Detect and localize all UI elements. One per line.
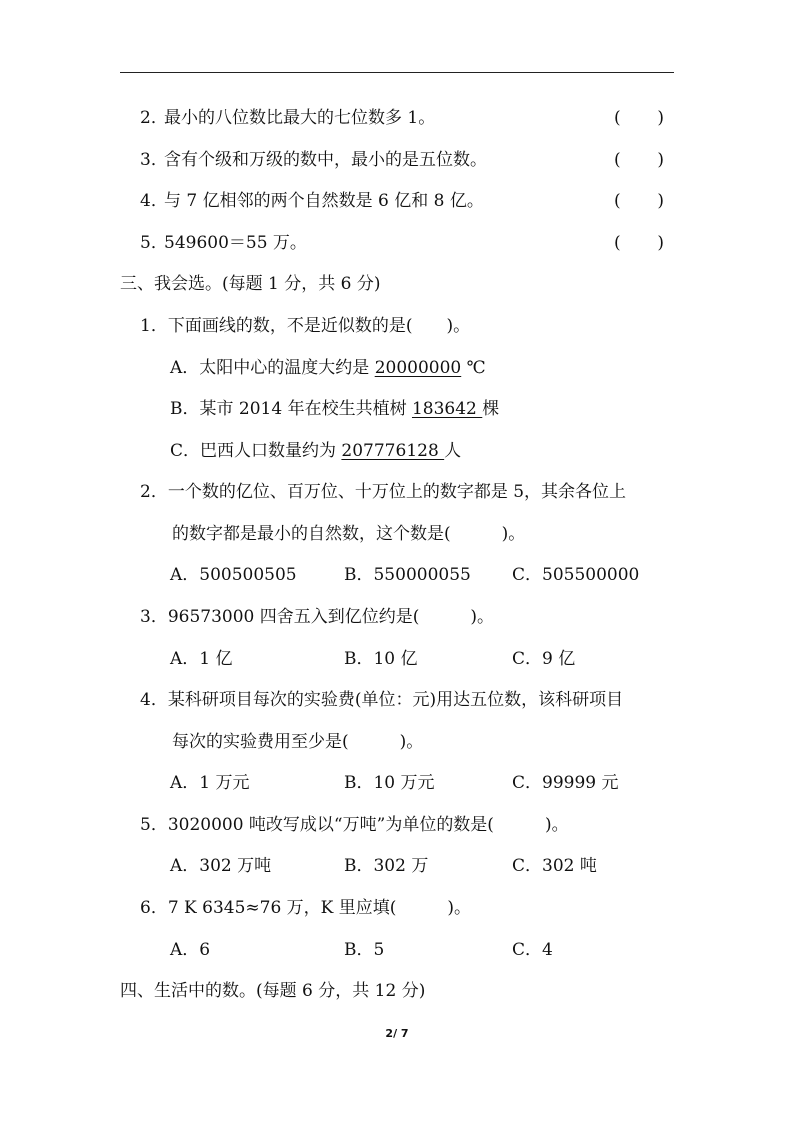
question-stem: 6．7 K 6345≈76 万，K 里应填( )。 — [140, 898, 472, 918]
option-a: A．6 — [170, 940, 211, 960]
page-number: 2/ 7 — [385, 1027, 409, 1040]
paren-close: ) — [657, 191, 664, 211]
option-text: C．巴西人口数量约为 — [170, 441, 342, 461]
paren-open: ( — [614, 233, 621, 253]
question-stem-continued: 每次的实验费用至少是( )。 — [172, 732, 424, 752]
option-a: A．1 万元 — [170, 773, 250, 793]
option-a: A．500500505 — [170, 565, 297, 585]
item-number: 5． — [140, 233, 168, 253]
answer-paren — [614, 149, 664, 171]
answer-paren — [614, 232, 664, 254]
judge-item-2 — [140, 107, 435, 129]
option-unit: 棵 — [482, 399, 500, 419]
paren-open: ( — [614, 150, 621, 170]
item-text: 与 7 亿相邻的两个自然数是 6 亿和 8 亿。 — [164, 191, 484, 211]
option-a: A．302 万吨 — [170, 856, 272, 876]
option-unit: ℃ — [461, 358, 486, 378]
question-stem: 2．一个数的亿位、百万位、十万位上的数字都是 5，其余各位上 — [140, 482, 627, 502]
option-c: C．505500000 — [512, 565, 640, 585]
paren-open: ( — [614, 108, 621, 128]
item-number: 2． — [140, 108, 168, 128]
option-c — [170, 440, 461, 462]
option-a — [170, 357, 486, 379]
option-text: B．某市 2014 年在校生共植树 — [170, 399, 412, 419]
paren-close: ) — [657, 108, 664, 128]
judge-item-3 — [140, 149, 487, 171]
paren-close: ) — [657, 233, 664, 253]
option-c: C．4 — [512, 940, 553, 960]
option-c: C．302 吨 — [512, 856, 597, 876]
underlined-number: 207776128 — [341, 441, 445, 461]
section-title: 三、我会选。(每题 1 分，共 6 分) — [120, 274, 381, 294]
underlined-number: 20000000 — [374, 358, 462, 378]
option-b — [170, 398, 499, 420]
item-text: 549600＝55 万。 — [164, 233, 307, 253]
item-number: 4． — [140, 191, 168, 211]
option-b: B．5 — [344, 940, 385, 960]
question-stem: 1．下面画线的数，不是近似数的是( )。 — [140, 316, 471, 336]
paren-open: ( — [614, 191, 621, 211]
option-b: B．302 万 — [344, 856, 429, 876]
item-text: 最小的八位数比最大的七位数多 1。 — [164, 108, 436, 128]
section-title: 四、生活中的数。(每题 6 分，共 12 分) — [120, 981, 426, 1001]
option-c: C．9 亿 — [512, 649, 576, 669]
paren-close: ) — [657, 150, 664, 170]
judge-item-5 — [140, 232, 307, 254]
option-unit: 人 — [444, 441, 462, 461]
item-text: 含有个级和万级的数中，最小的是五位数。 — [164, 150, 487, 170]
option-b: B．10 万元 — [344, 773, 435, 793]
option-b: B．550000055 — [344, 565, 471, 585]
answer-paren — [614, 190, 664, 212]
question-stem: 4．某科研项目每次的实验费(单位：元)用达五位数，该科研项目 — [140, 690, 624, 710]
item-number: 3． — [140, 150, 168, 170]
option-a: A．1 亿 — [170, 649, 233, 669]
header-rule — [120, 72, 674, 73]
question-stem-continued: 的数字都是最小的自然数，这个数是( )。 — [172, 524, 526, 544]
question-stem: 5．3020000 吨改写成以“万吨”为单位的数是( )。 — [140, 815, 569, 835]
option-text: A．太阳中心的温度大约是 — [170, 358, 375, 378]
judge-item-4 — [140, 190, 484, 212]
question-stem: 3．96573000 四舍五入到亿位约是( )。 — [140, 607, 495, 627]
answer-paren — [614, 107, 664, 129]
option-c: C．99999 元 — [512, 773, 619, 793]
option-b: B．10 亿 — [344, 649, 418, 669]
underlined-number: 183642 — [411, 399, 483, 419]
